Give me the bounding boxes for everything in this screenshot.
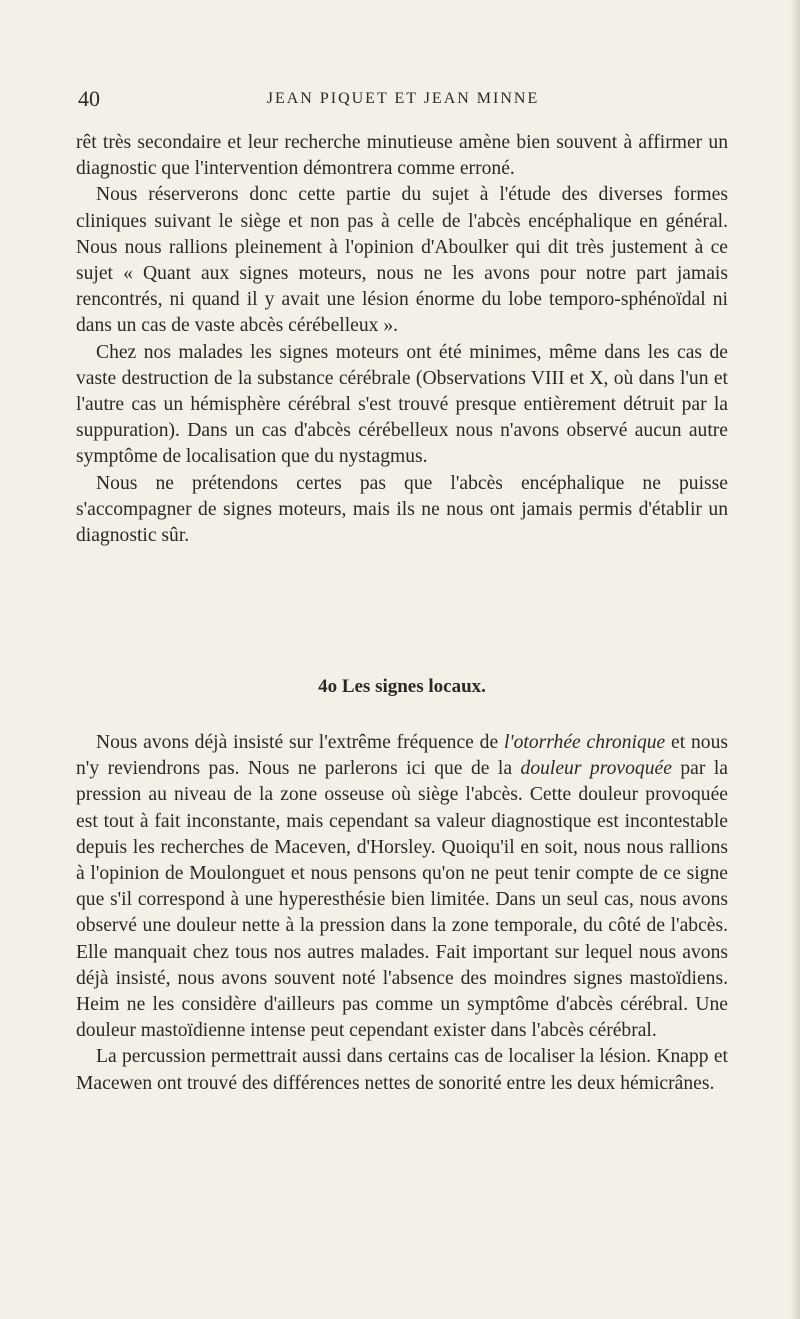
paragraph-1: rêt très secondaire et leur recherche minutieuse amène bien souvent à affirmer un diagnostic que l'intervention démontrera comme erroné. [76,132,728,180]
paragraph-5-text-3: par la pression au niveau de la zone osseuse où siège l'abcès. Cette douleur provoquée est tout à fait inconstante, mais cependant sa valeur diagnostique est incontestable depuis les recherches de Maceven, d'Horsley. Quoiqu'il en soit, nous nous rallions à l'opinion de Moulonguet et nous pensons qu'on ne peut tenir compte de ce signe que s'il correspond à une hyperesthésie bien limitée. Dans un seul cas, nous avons observé une douleur nette à la pression dans la zone temporale, du côté de l'abcès. Elle manquait chez tous nos autres malades. Fait important sur lequel nous avons déjà insisté, nous avons souvent noté l'absence des moindres signes mastoïdiens. Heim ne les considère d'ailleurs pas comme un symptôme d'abcès cérébral. Une douleur mastoïdienne intense peut cependant exister dans l'abcès cérébral. [76,758,728,1042]
page-header [78,86,728,116]
text-block-top [76,130,728,549]
paragraph-4: Nous ne prétendons certes pas que l'abcès encéphalique ne puisse s'accompagner de signes moteurs, mais ils ne nous ont jamais permis d'établir un diagnostic sûr. [76,472,728,547]
running-head: JEAN PIQUET ET JEAN MINNE [266,90,540,107]
paragraph-3: Chez nos malades les signes moteurs ont été minimes, même dans les cas de vaste destruction de la substance cérébrale (Observations VIII et X, où dans l'un et l'autre cas un hémisphère cérébral s'est trouvé presque entièrement détruit par la suppuration). Dans un cas d'abcès cérébelleux nous n'avons observé aucun autre symptôme de localisation que du nystagmus. [76,341,728,468]
page-edge [790,0,800,1319]
text-block-bottom [76,730,728,1097]
paragraph-2: Nous réserverons donc cette partie du sujet à l'étude des diverses formes cliniques suivant le siège et non pas à celle de l'abcès encéphalique en général. Nous nous rallions pleinement à l'opinion d'Aboulker qui dit très justement à ce sujet « Quant aux signes moteurs, nous ne les avons pour notre part jamais rencontrés, ni quand il y avait une lésion énorme du lobe temporo-sphénoïdal ni dans un cas de vaste abcès cérébelleux ». [76,184,728,337]
emphasis-douleur: douleur provoquée [520,758,672,780]
paragraph-5-text-2: et nous n'y reviendrons pas. Nous ne parlerons ici que de la [76,732,728,780]
emphasis-otorrhee: l'otorrhée chronique [503,732,666,753]
paragraph-6: La percussion permettrait aussi dans certains cas de localiser la lésion. Knapp et Macewen ont trouvé des différences nettes de sonorité entre les deux hémicrânes. [76,1046,728,1094]
section-title: 4o Les signes locaux. [318,676,486,697]
page-number: 40 [78,86,100,111]
paragraph-5 [76,730,728,1044]
paragraph-5-text-1: Nous avons déjà insisté sur l'extrême fréquence de [96,732,504,753]
